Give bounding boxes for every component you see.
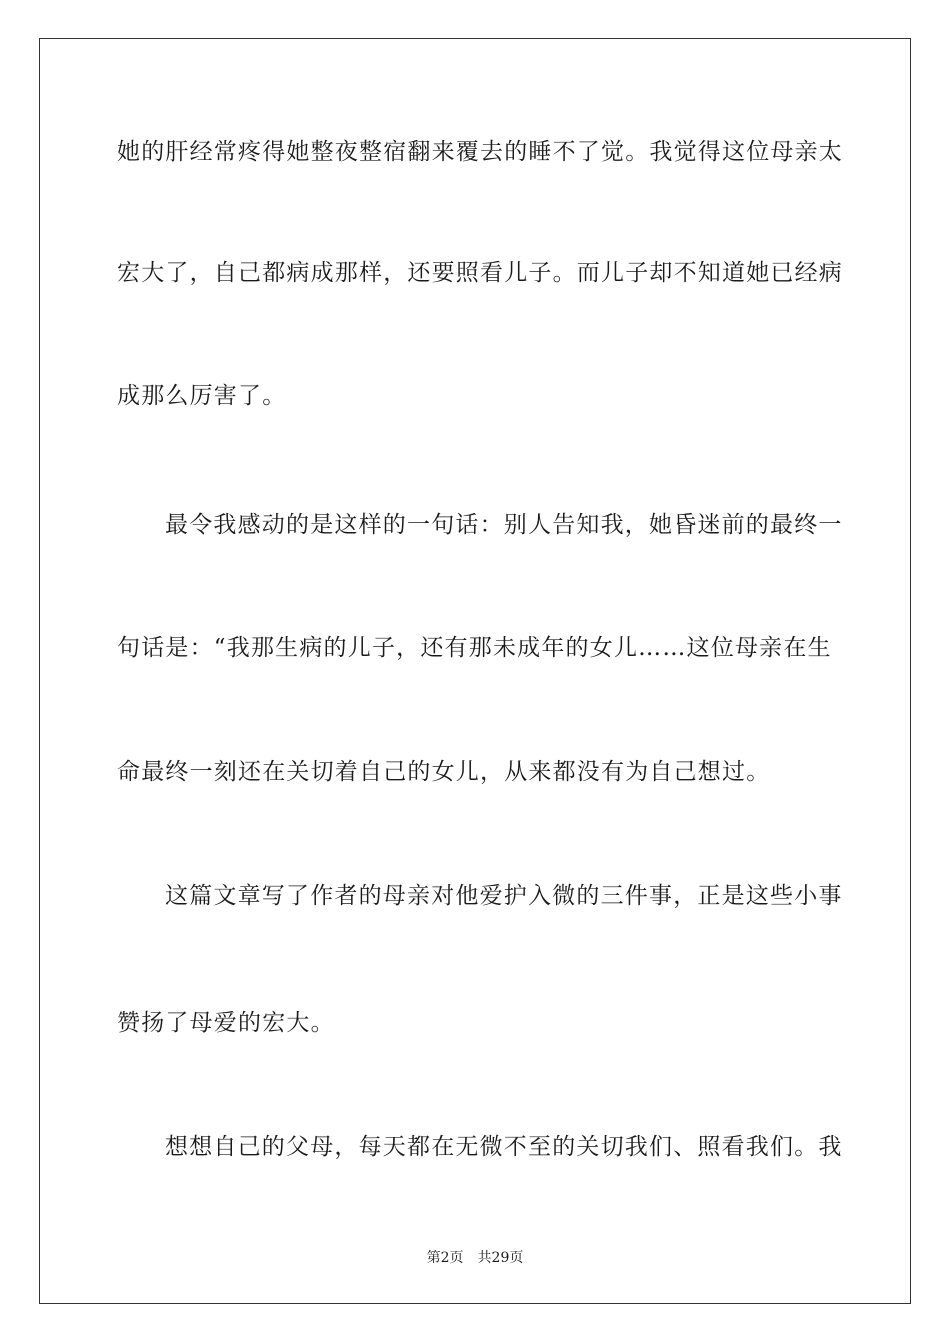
paragraph-line-7: 这篇文章写了作者的母亲对他爱护入微的三件事，正是这些小事	[165, 883, 843, 909]
page-border	[39, 38, 911, 1304]
paragraph-line-2: 宏大了，自己都病成那样，还要照看儿子。而儿子却不知道她已经病	[117, 260, 843, 286]
paragraph-line-8: 赞扬了母爱的宏大。	[117, 1010, 335, 1036]
page-total: 共29页	[477, 1250, 524, 1266]
page-footer	[0, 1248, 950, 1268]
paragraph-line-4: 最令我感动的是这样的一句话：别人告知我，她昏迷前的最终一	[165, 512, 843, 538]
paragraph-line-5: 句话是：“我那生病的儿子，还有那未成年的女儿……这位母亲在生	[117, 635, 832, 661]
paragraph-line-9: 想想自己的父母，每天都在无微不至的关切我们、照看我们。我	[165, 1134, 843, 1160]
paragraph-line-3: 成那么厉害了。	[117, 383, 287, 409]
paragraph-line-1: 她的肝经常疼得她整夜整宿翻来覆去的睡不了觉。我觉得这位母亲太	[117, 139, 843, 165]
paragraph-line-6: 命最终一刻还在关切着自己的女儿，从来都没有为自己想过。	[117, 759, 771, 785]
page-number: 第2页	[426, 1250, 464, 1266]
